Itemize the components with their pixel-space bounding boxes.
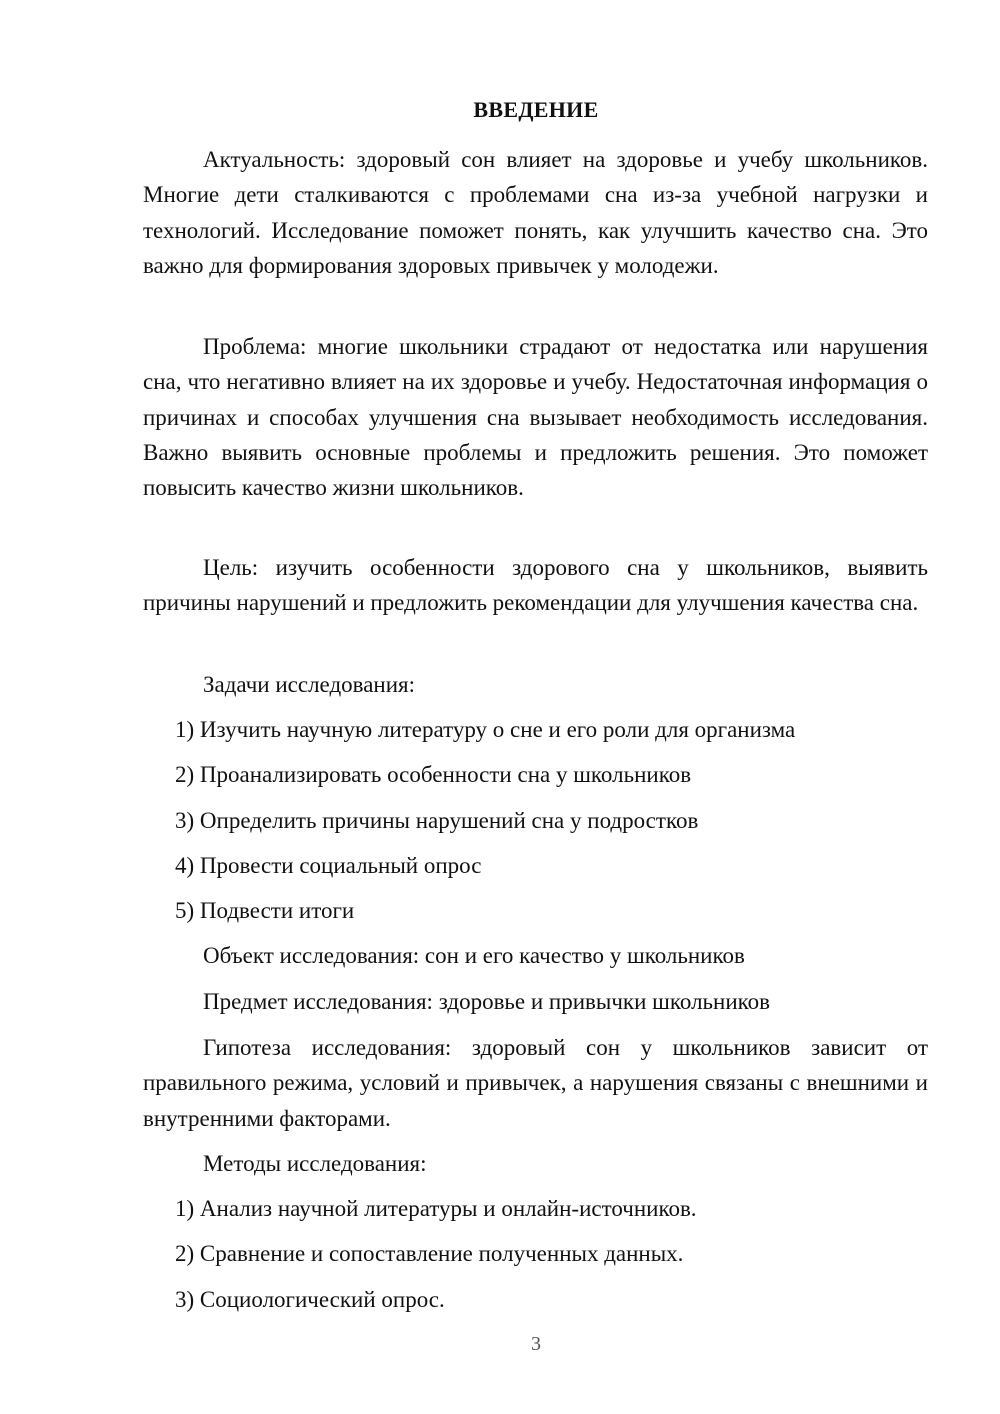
paragraph-text: Цель: изучить особенности здорового сна у школьников, выявить причины нарушений и предложить рекомендации для улучшения качества сна. [143, 555, 928, 616]
paragraph-text: Проблема: многие школьники страдают от недостатка или нарушения сна, что негативно влияет на их здоровье и учебу. Недостаточная информация о причинах и способах улучшения сна вызывает необходимость исследования. Важно выявить основные проблемы и предложить решения. Это поможет повысить качество жизни школьников. [143, 334, 928, 501]
list-item: 1) Изучить научную литературу о сне и его роли для организма [175, 717, 796, 742]
tasks-heading: Задачи исследования: [203, 672, 416, 697]
subject-line: Предмет исследования: здоровье и привычки школьников [203, 989, 771, 1014]
list-item: 3) Социологический опрос. [175, 1287, 445, 1312]
hypothesis-paragraph [143, 1030, 928, 1136]
list-item: 3) Определить причины нарушений сна у подростков [175, 808, 699, 833]
goal-paragraph [143, 550, 928, 621]
paragraph-text: Гипотеза исследования: здоровый сон у школьников зависит от правильного режима, условий и привычек, а нарушения связаны с внешними и внутренними факторами. [143, 1035, 928, 1131]
methods-heading: Методы исследования: [203, 1151, 427, 1176]
list-item: 5) Подвести итоги [175, 898, 355, 923]
relevance-paragraph [143, 142, 928, 283]
problem-paragraph [143, 329, 928, 505]
list-item: 2) Проанализировать особенности сна у школьников [175, 762, 692, 787]
page-title: ВВЕДЕНИЕ [473, 97, 599, 122]
page-number: 3 [531, 1333, 541, 1355]
object-line: Объект исследования: сон и его качество у школьников [203, 943, 745, 968]
list-item: 1) Анализ научной литературы и онлайн-источников. [175, 1196, 697, 1221]
list-item: 2) Сравнение и сопоставление полученных данных. [175, 1241, 684, 1266]
list-item: 4) Провести социальный опрос [175, 853, 482, 878]
paragraph-text: Актуальность: здоровый сон влияет на здоровье и учебу школьников. Многие дети сталкиваются с проблемами сна из-за учебной нагрузки и технологий. Исследование поможет понять, как улучшить качество сна. Это важно для формирования здоровых привычек у молодежи. [143, 147, 928, 278]
